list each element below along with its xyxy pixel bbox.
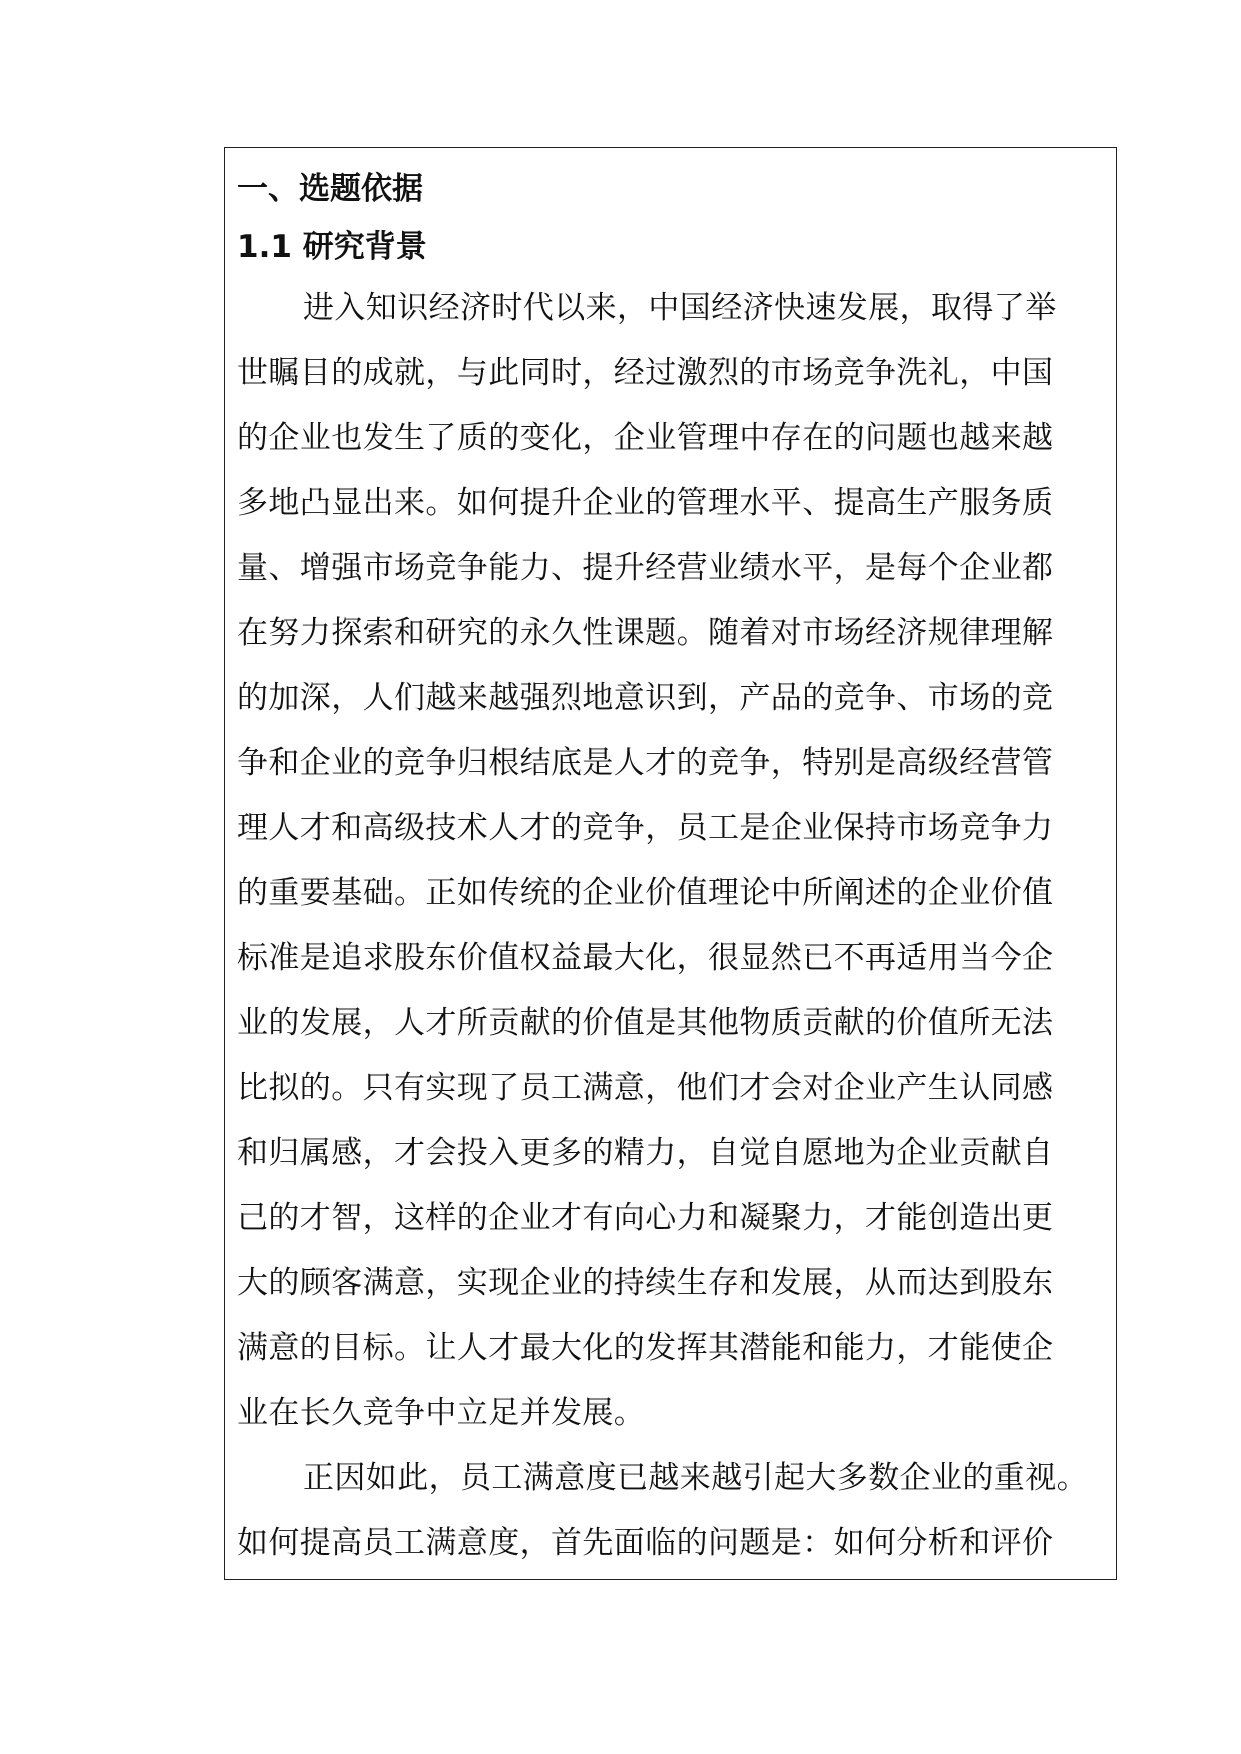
paragraph-line: 业在长久竞争中立足并发展。 xyxy=(237,1395,646,1431)
paragraph-line: 进入知识经济时代以来，中国经济快速发展，取得了举 xyxy=(303,290,1057,326)
paragraph-line: 的重要基础。正如传统的企业价值理论中所阐述的企业价值 xyxy=(237,875,1054,911)
paragraph-line: 世瞩目的成就，与此同时，经过激烈的市场竞争洗礼，中国 xyxy=(237,355,1054,391)
paragraph-1 xyxy=(237,276,1105,1446)
document-frame xyxy=(224,147,1117,1580)
paragraph-line: 的加深，人们越来越强烈地意识到，产品的竞争、市场的竞 xyxy=(237,680,1054,716)
paragraph-line: 在努力探索和研究的永久性课题。随着对市场经济规律理解 xyxy=(237,615,1054,651)
paragraph-line: 争和企业的竞争归根结底是人才的竞争，特别是高级经营管 xyxy=(237,745,1054,781)
paragraph-line: 标准是追求股东价值权益最大化，很显然已不再适用当今企 xyxy=(237,940,1054,976)
paragraph-line: 如何提高员工满意度，首先面临的问题是：如何分析和评价 xyxy=(237,1525,1054,1561)
paragraph-line: 正因如此，员工满意度已越来越引起大多数企业的重视。 xyxy=(303,1460,1088,1496)
paragraph-line: 的企业也发生了质的变化，企业管理中存在的问题也越来越 xyxy=(237,420,1054,456)
paragraph-line: 和归属感，才会投入更多的精力，自觉自愿地为企业贡献自 xyxy=(237,1135,1054,1171)
paragraph-line: 满意的目标。让人才最大化的发挥其潜能和能力，才能使企 xyxy=(237,1330,1054,1366)
paragraph-line: 己的才智，这样的企业才有向心力和凝聚力，才能创造出更 xyxy=(237,1200,1054,1236)
section-title: 一、选题依据 xyxy=(237,171,423,207)
document-content xyxy=(237,160,1105,1576)
paragraph-line: 大的顾客满意，实现企业的持续生存和发展，从而达到股东 xyxy=(237,1265,1054,1301)
subsection-title: 1.1 研究背景 xyxy=(237,229,427,265)
paragraph-line: 业的发展，人才所贡献的价值是其他物质贡献的价值所无法 xyxy=(237,1005,1054,1041)
paragraph-line: 多地凸显出来。如何提升企业的管理水平、提高生产服务质 xyxy=(237,485,1054,521)
paragraph-line: 比拟的。只有实现了员工满意，他们才会对企业产生认同感 xyxy=(237,1070,1054,1106)
paragraph-line: 量、增强市场竞争能力、提升经营业绩水平，是每个企业都 xyxy=(237,550,1054,586)
paragraph-line: 理人才和高级技术人才的竞争，员工是企业保持市场竞争力 xyxy=(237,810,1054,846)
paragraph-2 xyxy=(237,1446,1105,1576)
